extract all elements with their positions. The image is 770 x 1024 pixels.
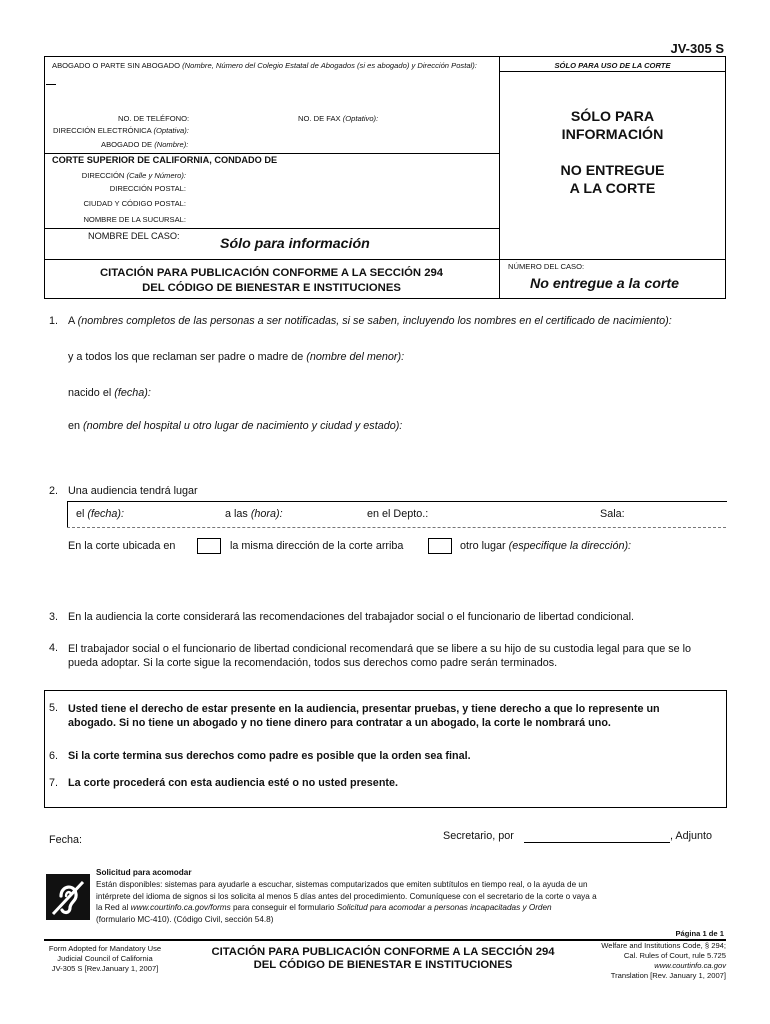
hearing-dept-field[interactable]: en el Depto.: (367, 508, 429, 520)
hearing-time-field[interactable]: a las (hora): (225, 508, 283, 520)
form-title: CITACIÓN PARA PUBLICACIÓN CONFORME A LA SECCIÓN 294 DEL CÓDIGO DE BIENESTAR E INSTITUCIONES (99, 267, 444, 294)
item-5-number: 5. (49, 702, 59, 714)
item-1-notify-label: A (nombres completos de las personas a ser notificadas, si se saben, incluyendo los nombres en el certificado de nacimiento): (68, 315, 672, 327)
item-1-parent-label: y a todos los que reclaman ser padre o madre de (nombre del menor): (68, 351, 405, 363)
header-bottom-border (44, 298, 726, 299)
form-number: JV-305 S (670, 41, 724, 56)
email-label: DIRECCIÓN ELECTRÓNICA (Optativa): (53, 126, 189, 135)
case-number-label: NÚMERO DEL CASO: (508, 262, 585, 271)
court-section-top (44, 153, 499, 154)
court-title: CORTE SUPERIOR DE CALIFORNIA, CONDADO DE (52, 155, 278, 165)
footer-title: CITACIÓN PARA PUBLICACIÓN CONFORME A LA SECCIÓN 294 DEL CÓDIGO DE BIENESTAR E INSTITUCIONES (211, 946, 555, 971)
hearing-details-dashline (67, 527, 726, 528)
deputy-label: , Adjunto (670, 830, 713, 842)
item-1-number: 1. (49, 315, 59, 327)
court-location-label: En la corte ubicada en (68, 540, 176, 552)
same-address-checkbox[interactable] (197, 538, 221, 554)
branch-label: NOMBRE DE LA SUCURSAL: (83, 215, 186, 224)
hearing-room-field[interactable]: Sala: (600, 508, 625, 520)
courtinfo-link[interactable]: www.courtinfo.ca.gov (654, 961, 726, 970)
accommodation-text: Están disponibles: sistemas para ayudarle a escuchar, sistemas computarizados que emiten subtítulos en tiempo real, o la ayuda de un intérprete del idioma de signos si los solicita al menos 5 días antes del procedimiento. Comuníquese con el secretario de la corte o vaya a la Red al www.courtinfo.ca.gov/forms para conseguir el formulario Solicitud para acomodar a personas incapacitadas y Orden (formulario MC-410). (Código Civil, sección 54.8) (96, 880, 597, 924)
attorney-name-field[interactable] (46, 84, 56, 85)
date-label: Fecha: (49, 834, 83, 846)
mailing-label: DIRECCIÓN POSTAL: (109, 184, 186, 193)
other-location-checkbox[interactable] (428, 538, 452, 554)
header-right-border (725, 56, 726, 299)
street-label: DIRECCIÓN (Calle y Número): (81, 171, 186, 180)
same-address-label: la misma dirección de la corte arriba (230, 540, 404, 552)
item-7-number: 7. (49, 777, 59, 789)
item-1-place-label: en (nombre del hospital u otro lugar de nacimiento y ciudad y estado): (68, 420, 403, 432)
attorney-label: ABOGADO O PARTE SIN ABOGADO (Nombre, Número del Colegio Estatal de Abogados (si es abogado) y Dirección Postal): (52, 61, 477, 70)
item-2-number: 2. (49, 485, 59, 497)
item-4-number: 4. (49, 642, 59, 654)
item-1-born-label: nacido el (fecha): (68, 387, 151, 399)
header-top-border (44, 56, 726, 57)
item-5-text: Usted tiene el derecho de estar presente en la audiencia, presentar pruebas, y tiene derecho a que lo represente un abogado. Si no tiene un abogado y no tiene dinero para contratar a un abogado, la corte le nombrará uno. (68, 703, 660, 729)
fax-label: NO. DE FAX (Optativo): (298, 114, 379, 123)
title-section-top (44, 259, 726, 260)
hearing-assistance-icon (46, 874, 90, 920)
item-6-number: 6. (49, 750, 59, 762)
item-4-text: El trabajador social o el funcionario de libertad condicional recomendará que se libere a su hijo de su custodia legal para que se lo pueda adoptar. Si la corte sigue la recomendación, todos sus derechos como padre serán terminados. (68, 643, 692, 669)
info-only-stamp: SÓLO PARA INFORMACIÓN (561, 109, 664, 143)
case-number-value: No entregue a la corte (530, 276, 680, 292)
clerk-signature-line[interactable] (524, 842, 670, 843)
case-name-top (44, 228, 499, 229)
item-6-text: Si la corte termina sus derechos como padre es posible que la orden sea final. (68, 750, 471, 762)
legal-references: Welfare and Institutions Code, § 294; Cal. Rules of Court, rule 5.725 www.courtinfo.ca.gov Translation [Rev. January 1, 2007] (574, 941, 726, 981)
item-3-number: 3. (49, 611, 59, 623)
court-use-label: SÓLO PARA USO DE LA CORTE (554, 61, 671, 70)
item-3-text: En la audiencia la corte considerará las recomendaciones del trabajador social o el funcionario de libertad condicional. (68, 611, 634, 623)
other-location-label: otro lugar (especifique la dirección): (460, 540, 632, 552)
city-label: CIUDAD Y CÓDIGO POSTAL: (83, 199, 186, 208)
courtinfo-forms-link[interactable]: www.courtinfo.ca.gov/forms (130, 903, 231, 913)
case-name-value: Sólo para información (220, 236, 370, 252)
no-file-stamp: NO ENTREGUE A LA CORTE (560, 163, 665, 197)
page-number: Página 1 de 1 (675, 929, 724, 938)
court-use-rule (500, 71, 725, 72)
clerk-label: Secretario, por (443, 830, 514, 842)
attorney-for-label: ABOGADO DE (Nombre): (101, 140, 189, 149)
case-name-label: NOMBRE DEL CASO: (88, 231, 180, 241)
hearing-date-field[interactable]: el (fecha): (76, 508, 125, 520)
phone-label: NO. DE TELÉFONO: (118, 114, 190, 123)
accommodation-title: Solicitud para acomodar (96, 868, 192, 877)
adoption-note: Form Adopted for Mandatory Use Judicial Council of California JV-305 S [Rev.January 1, 2007] (48, 944, 162, 973)
item-7-text: La corte procederá con esta audiencia esté o no usted presente. (68, 777, 399, 789)
item-2-text: Una audiencia tendrá lugar (68, 485, 198, 497)
